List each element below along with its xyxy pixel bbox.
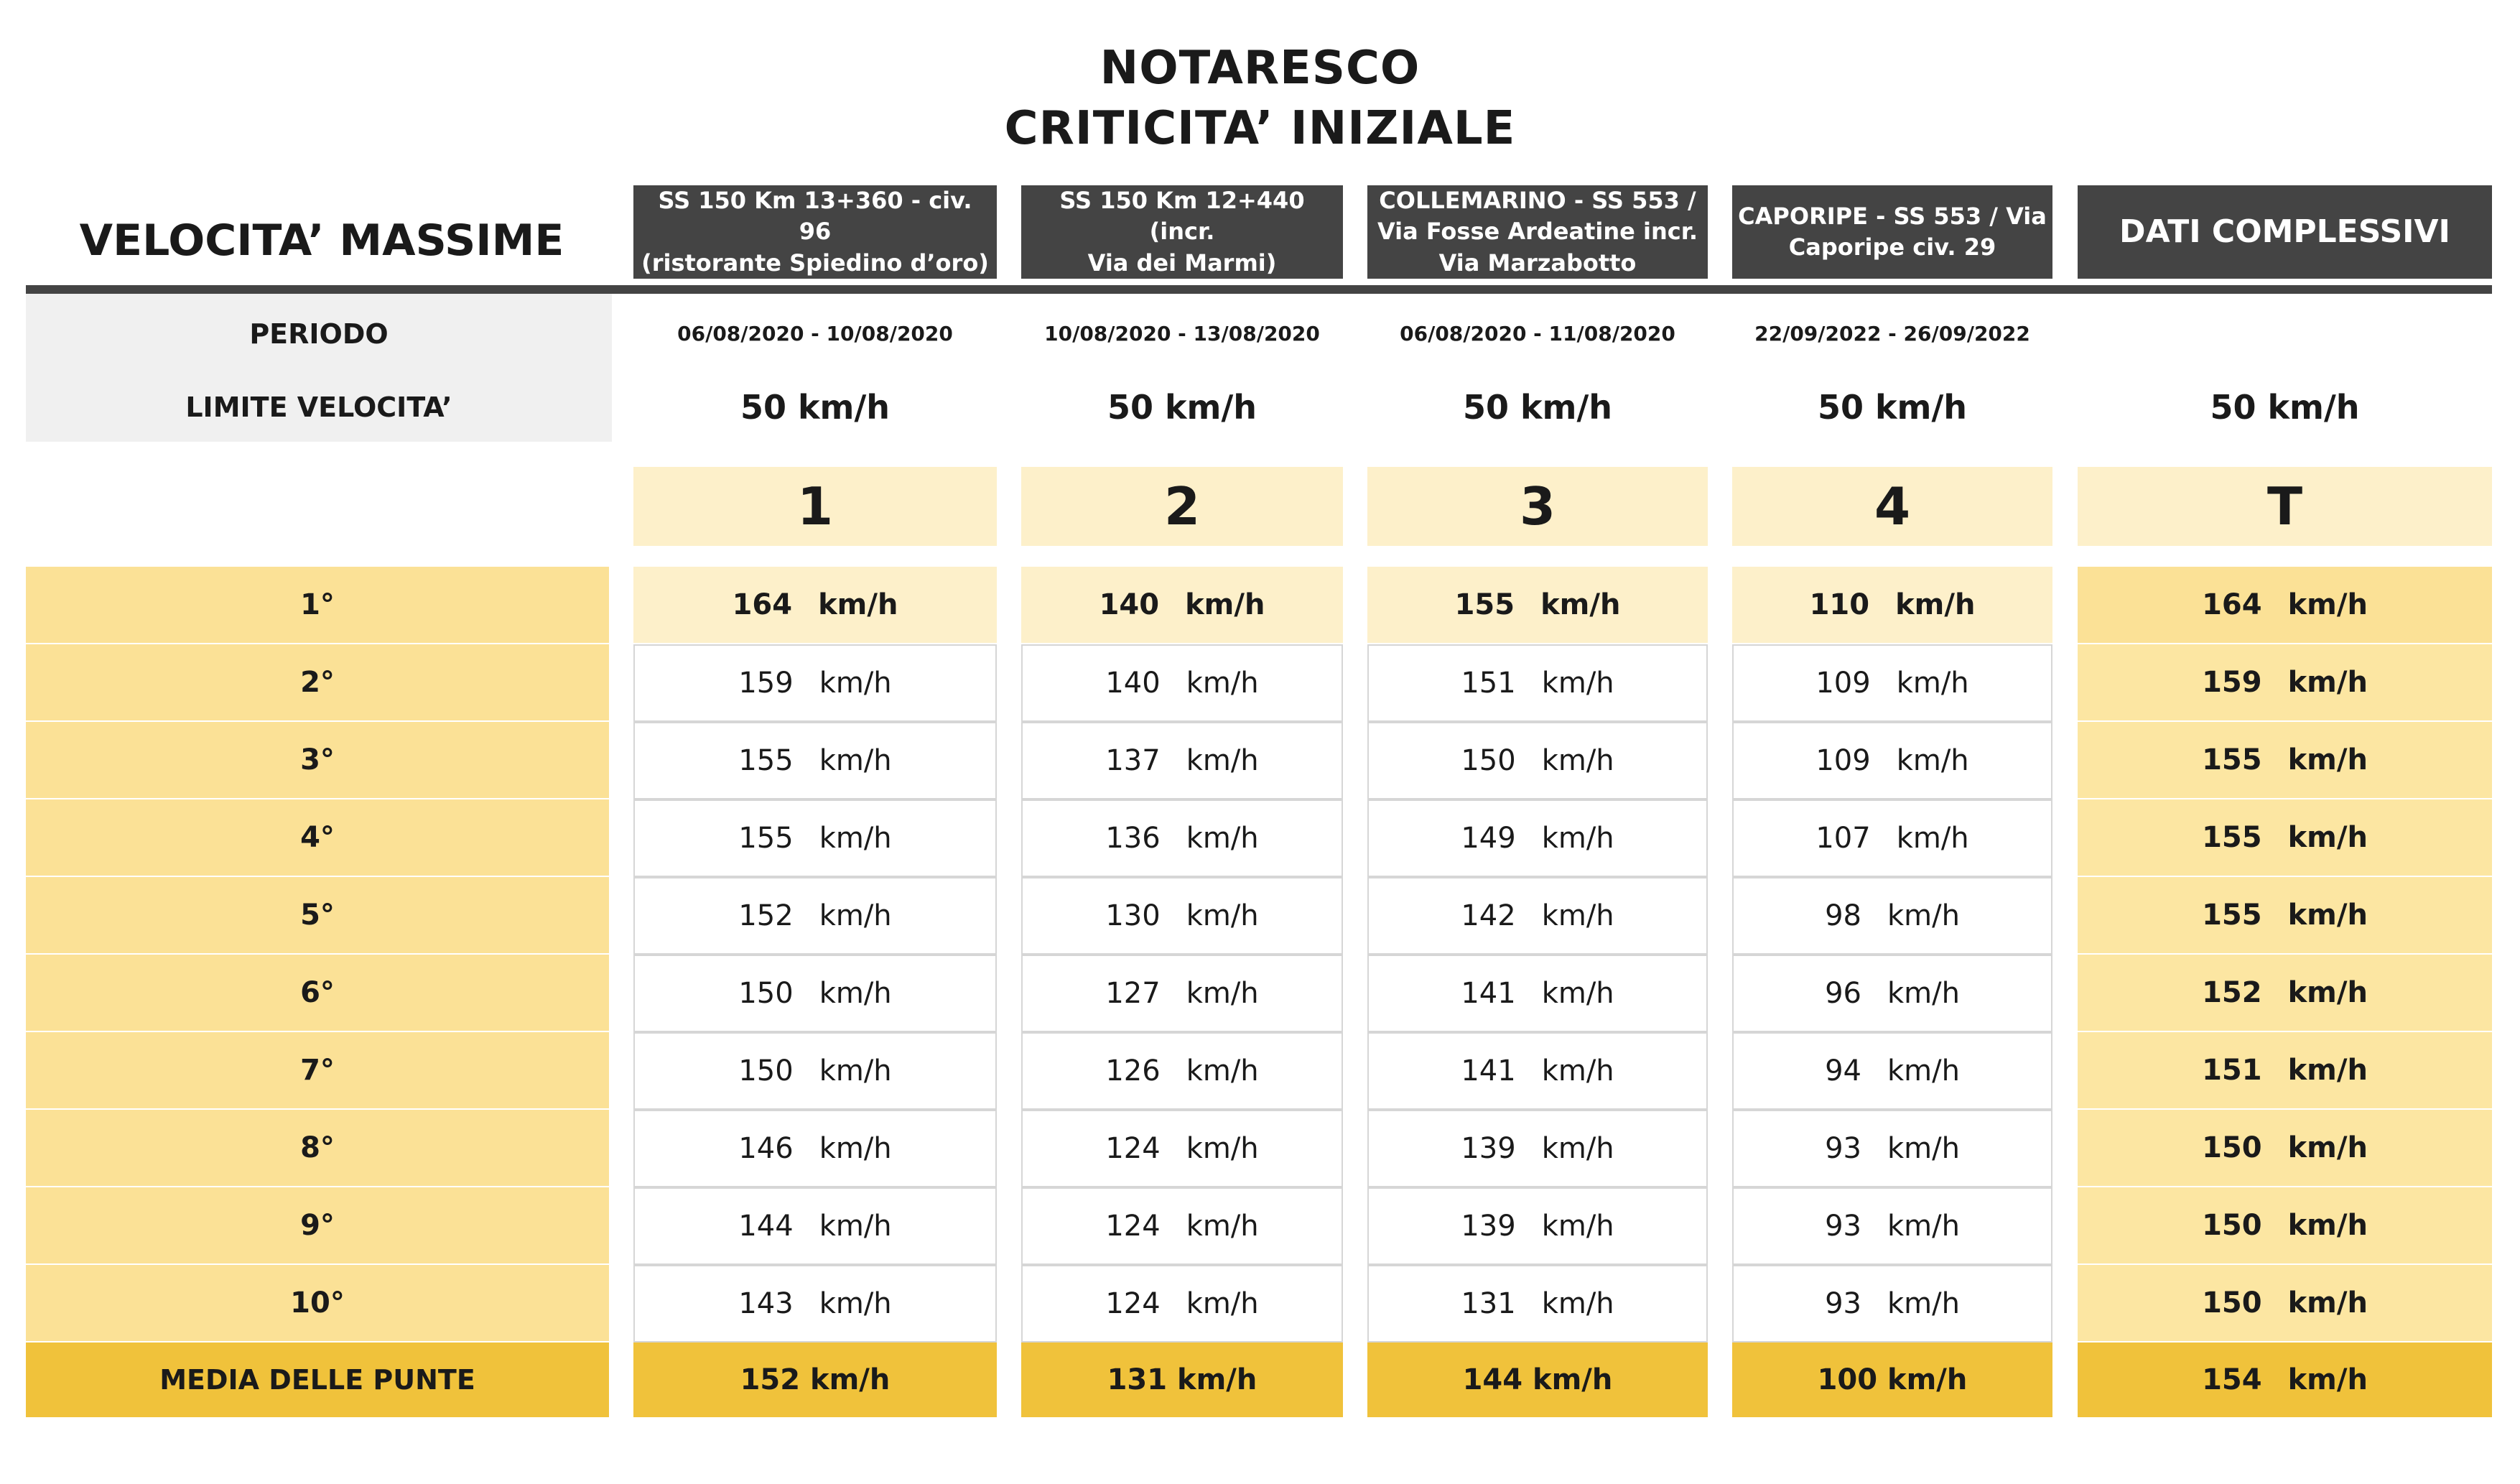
average-value: 131 km/h bbox=[1021, 1342, 1343, 1417]
header-divider-right bbox=[609, 285, 2492, 294]
site-header-3: COLLEMARINO - SS 553 / Via Fosse Ardeatine incr. Via Marzabotto bbox=[1367, 185, 1708, 279]
site-number: 4 bbox=[1732, 467, 2052, 546]
speed-cell bbox=[1367, 1032, 1708, 1110]
speed-unit: km/h bbox=[2287, 821, 2368, 854]
speed-cell bbox=[1021, 877, 1343, 955]
speed-value: 107 bbox=[1815, 822, 1871, 855]
speed-unit: km/h bbox=[2287, 1209, 2368, 1242]
speed-value: 144 bbox=[738, 1210, 794, 1243]
speed-unit: km/h bbox=[1896, 744, 1969, 777]
average-value: 152 km/h bbox=[633, 1342, 997, 1417]
speed-unit: km/h bbox=[1186, 1054, 1259, 1088]
speed-unit: km/h bbox=[1186, 1287, 1259, 1320]
speed-value: 150 bbox=[2202, 1209, 2262, 1242]
speed-value: 155 bbox=[2202, 821, 2262, 854]
speed-value: 150 bbox=[2202, 1286, 2262, 1320]
total-speed-cell bbox=[2078, 877, 2492, 953]
page-title-line2: CRITICITA’ INIZIALE bbox=[1004, 102, 1516, 155]
speed-cell bbox=[633, 644, 997, 722]
total-average-cell bbox=[2078, 1342, 2492, 1417]
speed-cell bbox=[633, 1032, 997, 1110]
total-number: T bbox=[2078, 467, 2492, 546]
speed-unit: km/h bbox=[818, 588, 898, 621]
speed-unit: km/h bbox=[819, 977, 892, 1010]
speed-value: 94 bbox=[1825, 1054, 1861, 1088]
speed-cell bbox=[633, 799, 997, 877]
speed-value: 127 bbox=[1105, 977, 1161, 1010]
speed-unit: km/h bbox=[1541, 822, 1614, 855]
speed-unit: km/h bbox=[819, 1132, 892, 1165]
period-value: 06/08/2020 - 10/08/2020 bbox=[677, 322, 953, 346]
speed-value: 124 bbox=[1105, 1132, 1161, 1165]
speed-unit: km/h bbox=[2287, 976, 2368, 1009]
speed-unit: km/h bbox=[1887, 899, 1960, 932]
speed-value: 126 bbox=[1105, 1054, 1161, 1088]
speed-cell bbox=[1367, 567, 1708, 643]
page-title-line1: NOTARESCO bbox=[1099, 42, 1421, 95]
speed-value: 140 bbox=[1105, 667, 1161, 700]
site-header-1: SS 150 Km 13+360 - civ. 96 (ristorante Spiedino d’oro) bbox=[633, 185, 997, 279]
speed-cell bbox=[1732, 1187, 2052, 1265]
speed-value: 159 bbox=[2202, 666, 2262, 699]
speed-value: 155 bbox=[1454, 588, 1515, 621]
speed-value: 139 bbox=[1461, 1132, 1516, 1165]
speed-value: 149 bbox=[1461, 822, 1516, 855]
speed-unit: km/h bbox=[2287, 743, 2368, 776]
speed-value: 155 bbox=[738, 744, 794, 777]
speed-cell bbox=[633, 877, 997, 955]
speed-value: 93 bbox=[1825, 1287, 1861, 1320]
speed-value: 142 bbox=[1461, 899, 1516, 932]
speed-value: 93 bbox=[1825, 1210, 1861, 1243]
speed-cell bbox=[1367, 955, 1708, 1032]
speed-unit: km/h bbox=[1896, 822, 1969, 855]
rank-label: 1° bbox=[26, 567, 609, 643]
speed-cell bbox=[1732, 644, 2052, 722]
speed-unit: km/h bbox=[1186, 1210, 1259, 1243]
average-value: 144 km/h bbox=[1367, 1342, 1708, 1417]
speed-unit: km/h bbox=[1541, 744, 1614, 777]
limit-value: 50 km/h bbox=[740, 388, 891, 427]
speed-unit: km/h bbox=[2287, 1131, 2368, 1164]
speed-unit: km/h bbox=[1186, 667, 1259, 700]
limit-value: 50 km/h bbox=[1462, 388, 1613, 427]
speed-cell bbox=[1732, 1265, 2052, 1342]
speed-value: 151 bbox=[2202, 1054, 2262, 1087]
speed-unit: km/h bbox=[1541, 1210, 1614, 1243]
speed-unit: km/h bbox=[819, 1210, 892, 1243]
average-value: 100 km/h bbox=[1732, 1342, 2052, 1417]
total-speed-cell bbox=[2078, 722, 2492, 798]
speed-unit: km/h bbox=[1186, 977, 1259, 1010]
speed-unit: km/h bbox=[1185, 588, 1265, 621]
speed-unit: km/h bbox=[1186, 1132, 1259, 1165]
total-speed-cell bbox=[2078, 1032, 2492, 1108]
speed-value: 150 bbox=[1461, 744, 1516, 777]
speed-cell bbox=[1732, 1110, 2052, 1187]
speed-unit: km/h bbox=[2287, 1286, 2368, 1320]
speed-unit: km/h bbox=[2287, 899, 2368, 932]
speed-value: 150 bbox=[738, 1054, 794, 1088]
site-header-4: CAPORIPE - SS 553 / Via Caporipe civ. 29 bbox=[1732, 185, 2052, 279]
speed-unit: km/h bbox=[1541, 667, 1614, 700]
site-number: 2 bbox=[1021, 467, 1343, 546]
period-label: PERIODO bbox=[249, 318, 389, 350]
speed-cell bbox=[1021, 799, 1343, 877]
site-number: 3 bbox=[1367, 467, 1708, 546]
speed-unit: km/h bbox=[1896, 667, 1969, 700]
speed-unit: km/h bbox=[2287, 666, 2368, 699]
speed-cell bbox=[1732, 877, 2052, 955]
speed-value: 109 bbox=[1815, 744, 1871, 777]
speed-cell bbox=[1367, 1187, 1708, 1265]
speed-unit: km/h bbox=[1186, 744, 1259, 777]
speed-unit: km/h bbox=[819, 1054, 892, 1088]
speed-value: 96 bbox=[1825, 977, 1861, 1010]
speed-cell bbox=[1367, 799, 1708, 877]
rank-label: 7° bbox=[26, 1032, 609, 1108]
speed-value: 98 bbox=[1825, 899, 1861, 932]
rank-label: 10° bbox=[26, 1265, 609, 1341]
speed-value: 124 bbox=[1105, 1287, 1161, 1320]
speed-value: 152 bbox=[738, 899, 794, 932]
rank-label: 3° bbox=[26, 722, 609, 798]
speed-cell bbox=[1021, 1187, 1343, 1265]
rank-label: 6° bbox=[26, 955, 609, 1031]
rank-label: 4° bbox=[26, 799, 609, 876]
speed-unit: km/h bbox=[1541, 899, 1614, 932]
speed-unit: km/h bbox=[1887, 977, 1960, 1010]
speed-unit: km/h bbox=[819, 667, 892, 700]
speed-cell bbox=[1021, 1265, 1343, 1342]
speed-value: 141 bbox=[1461, 977, 1516, 1010]
speed-unit: km/h bbox=[2287, 588, 2368, 621]
speed-value: 155 bbox=[2202, 743, 2262, 776]
speed-unit: km/h bbox=[2287, 1054, 2368, 1087]
speed-cell bbox=[1021, 1110, 1343, 1187]
speed-unit: km/h bbox=[819, 744, 892, 777]
limit-value: 50 km/h bbox=[1107, 388, 1257, 427]
total-speed-cell bbox=[2078, 1187, 2492, 1263]
speed-cell bbox=[633, 1187, 997, 1265]
speed-cell bbox=[1021, 722, 1343, 799]
speed-unit: km/h bbox=[1887, 1210, 1960, 1243]
limit-label: LIMITE VELOCITA’ bbox=[185, 391, 452, 423]
speed-value: 130 bbox=[1105, 899, 1161, 932]
speed-unit: km/h bbox=[1541, 1287, 1614, 1320]
speed-cell bbox=[1021, 1032, 1343, 1110]
speed-value: 136 bbox=[1105, 822, 1161, 855]
limit-value: 50 km/h bbox=[1817, 388, 1968, 427]
speed-unit: km/h bbox=[1540, 588, 1621, 621]
speed-value: 146 bbox=[738, 1132, 794, 1165]
speed-unit: km/h bbox=[1541, 977, 1614, 1010]
speed-value: 141 bbox=[1461, 1054, 1516, 1088]
total-speed-cell bbox=[2078, 1265, 2492, 1341]
speed-cell bbox=[1367, 644, 1708, 722]
total-header: DATI COMPLESSIVI bbox=[2078, 185, 2492, 279]
speed-cell bbox=[633, 955, 997, 1032]
speed-unit: km/h bbox=[819, 899, 892, 932]
total-limit-value: 50 km/h bbox=[2210, 388, 2360, 427]
speed-value: 110 bbox=[1809, 588, 1870, 621]
speed-cell bbox=[1367, 1110, 1708, 1187]
speed-cell bbox=[1367, 1265, 1708, 1342]
speed-unit: km/h bbox=[1541, 1132, 1614, 1165]
speed-value: 131 bbox=[1461, 1287, 1516, 1320]
speed-cell bbox=[1367, 877, 1708, 955]
speed-cell bbox=[1732, 567, 2052, 643]
period-value: 06/08/2020 - 11/08/2020 bbox=[1400, 322, 1675, 346]
speed-value: 109 bbox=[1815, 667, 1871, 700]
speed-cell bbox=[1021, 644, 1343, 722]
total-speed-cell bbox=[2078, 1110, 2492, 1186]
speed-unit: km/h bbox=[1541, 1054, 1614, 1088]
speed-cell bbox=[633, 722, 997, 799]
speed-cell bbox=[1021, 955, 1343, 1032]
speed-unit: km/h bbox=[1887, 1054, 1960, 1088]
speed-value: 159 bbox=[738, 667, 794, 700]
period-value: 10/08/2020 - 13/08/2020 bbox=[1044, 322, 1320, 346]
speed-unit: km/h bbox=[1186, 899, 1259, 932]
speed-cell bbox=[633, 1265, 997, 1342]
speed-cell bbox=[1732, 722, 2052, 799]
speed-cell bbox=[1732, 955, 2052, 1032]
speed-unit: km/h bbox=[819, 1287, 892, 1320]
period-value: 22/09/2022 - 26/09/2022 bbox=[1754, 322, 2030, 346]
speed-unit: km/h bbox=[1895, 588, 1976, 621]
speed-value: 139 bbox=[1461, 1210, 1516, 1243]
speed-unit: km/h bbox=[1887, 1132, 1960, 1165]
total-speed-cell bbox=[2078, 799, 2492, 876]
speed-cell bbox=[1732, 799, 2052, 877]
speed-cell bbox=[633, 1110, 997, 1187]
speed-value: 164 bbox=[732, 588, 793, 621]
total-speed-cell bbox=[2078, 644, 2492, 720]
speed-cell bbox=[1732, 1032, 2052, 1110]
speed-value: 155 bbox=[2202, 899, 2262, 932]
speed-value: 124 bbox=[1105, 1210, 1161, 1243]
speed-cell bbox=[1367, 722, 1708, 799]
speed-value: 151 bbox=[1461, 667, 1516, 700]
site-number: 1 bbox=[633, 467, 997, 546]
speed-cell bbox=[1021, 567, 1343, 643]
total-speed-cell bbox=[2078, 955, 2492, 1031]
speed-value: 152 bbox=[2202, 976, 2262, 1009]
speed-value: 137 bbox=[1105, 744, 1161, 777]
speed-cell bbox=[633, 567, 997, 643]
rank-label: 2° bbox=[26, 644, 609, 720]
average-label: MEDIA DELLE PUNTE bbox=[26, 1342, 609, 1417]
speed-unit: km/h bbox=[1887, 1287, 1960, 1320]
speed-value: 150 bbox=[738, 977, 794, 1010]
speed-value: 155 bbox=[738, 822, 794, 855]
header-divider-left bbox=[26, 285, 612, 294]
speed-value: 154 bbox=[2202, 1363, 2262, 1396]
speed-value: 140 bbox=[1099, 588, 1160, 621]
rank-label: 5° bbox=[26, 877, 609, 953]
speed-value: 93 bbox=[1825, 1132, 1861, 1165]
speed-unit: km/h bbox=[2287, 1363, 2368, 1396]
speed-value: 143 bbox=[738, 1287, 794, 1320]
speed-unit: km/h bbox=[1186, 822, 1259, 855]
rank-label: 8° bbox=[26, 1110, 609, 1186]
speed-value: 150 bbox=[2202, 1131, 2262, 1164]
total-speed-cell bbox=[2078, 567, 2492, 643]
rank-label: 9° bbox=[26, 1187, 609, 1263]
site-header-2: SS 150 Km 12+440 (incr. Via dei Marmi) bbox=[1021, 185, 1343, 279]
speed-value: 164 bbox=[2202, 588, 2262, 621]
speed-unit: km/h bbox=[819, 822, 892, 855]
table-label: VELOCITA’ MASSIME bbox=[79, 215, 564, 266]
